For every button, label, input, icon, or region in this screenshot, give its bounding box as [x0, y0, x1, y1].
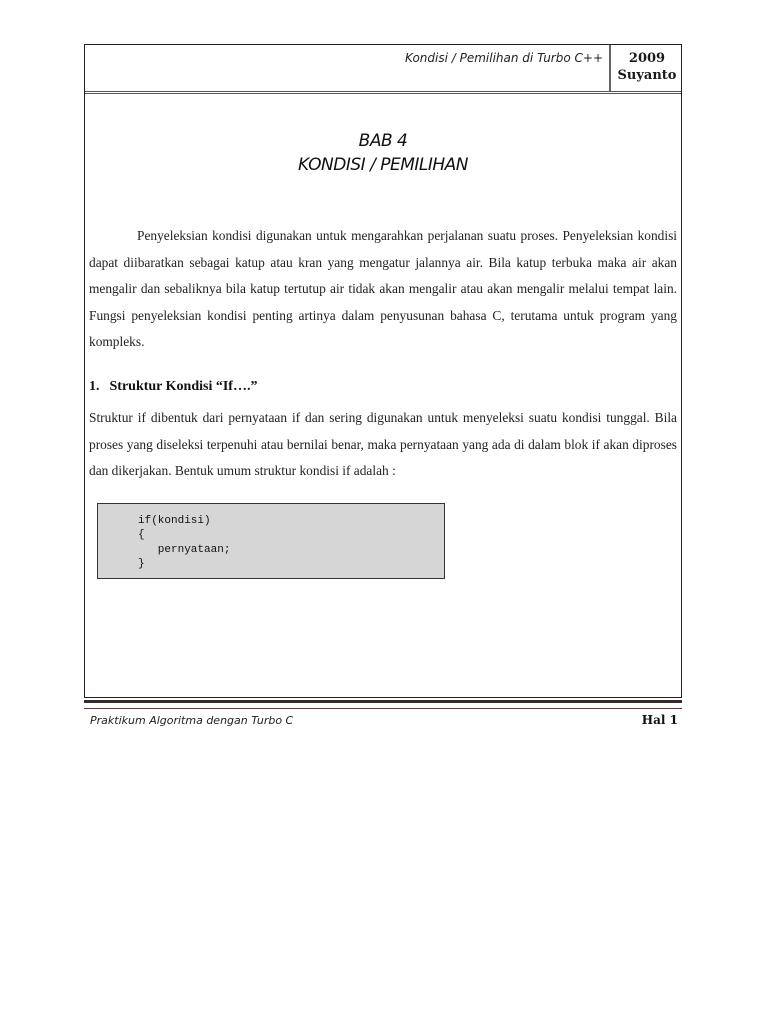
chapter-name: KONDISI / PEMILIHAN	[297, 155, 469, 175]
code-block	[97, 503, 445, 579]
header-divider	[609, 45, 611, 91]
chapter-number: BAB 4	[358, 131, 408, 151]
chapter-title	[85, 129, 681, 177]
section-heading-text: Struktur Kondisi “If….”	[109, 379, 258, 394]
page-header	[85, 45, 681, 94]
intro-paragraph: Penyeleksian kondisi digunakan untuk mengarahkan perjalanan suatu proses. Penyeleksian kondisi dapat diibaratkan sebagai katup atau kran yang mengatur jalannya air. Bila katup terbuka maka air akan mengalir dan sebaliknya bila katup tertutup air tidak akan mengalir atau akan mengalir melalui tempat lain. Fungsi penyeleksian kondisi penting artinya dalam penyusunan bahasa C, terutama untuk program yang kompleks.	[89, 228, 677, 350]
footer-title: Praktikum Algoritma dengan Turbo C	[90, 714, 294, 727]
page-number: Hal 1	[641, 713, 678, 727]
header-title: Kondisi / Pemilihan di Turbo C++	[405, 51, 603, 65]
header-year-author	[615, 50, 679, 84]
header-year: 2009	[628, 51, 666, 66]
footer-rule	[84, 700, 682, 709]
section-number: 1.	[89, 379, 100, 394]
section-heading	[89, 379, 257, 395]
code-text: if(kondisi) { pernyataan; }	[138, 515, 231, 571]
page-frame	[84, 44, 682, 698]
header-author: Suyanto	[617, 68, 677, 83]
section-body: Struktur if dibentuk dari pernyataan if dan sering digunakan untuk menyeleksi suatu kondisi tunggal. Bila proses yang diseleksi terpenuhi atau bernilai benar, maka pernyataan yang ada di dalam blok if akan diproses dan dikerjakan. Bentuk umum struktur kondisi if adalah :	[89, 410, 677, 479]
